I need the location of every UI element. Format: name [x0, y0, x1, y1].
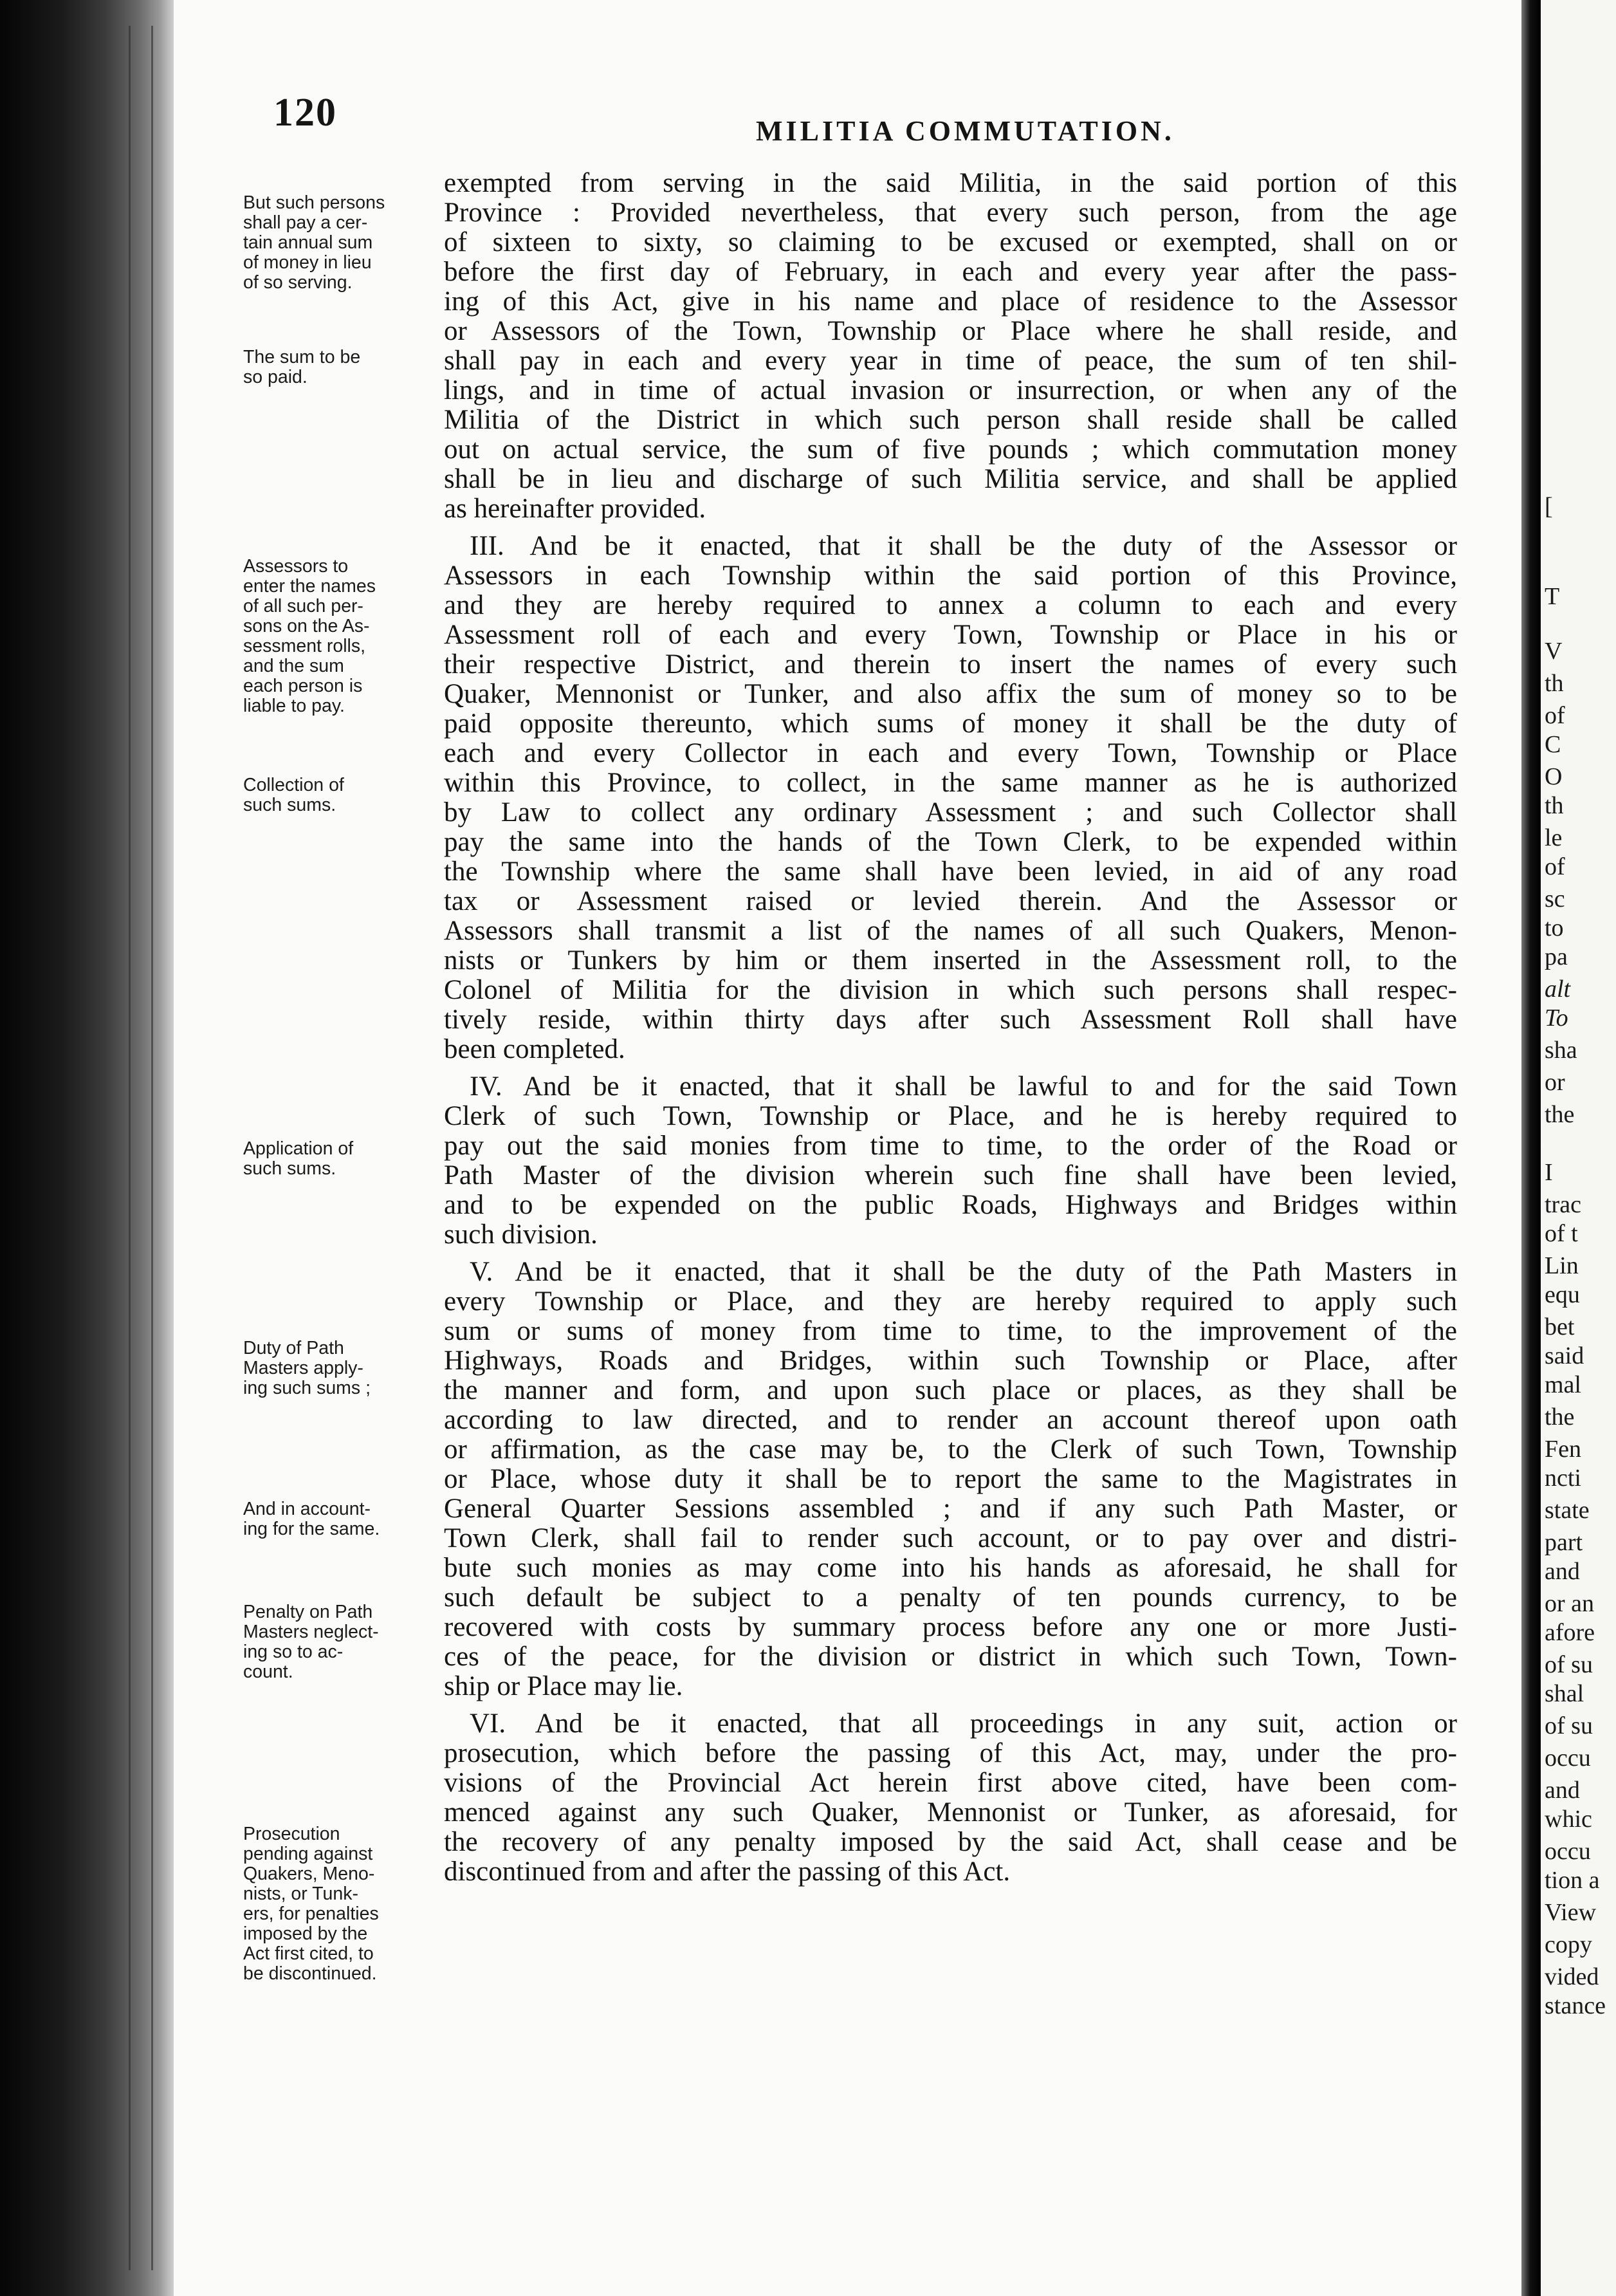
text-line: out on actual service, the sum of five pounds ; which commutation money	[444, 434, 1457, 465]
text-line: discontinued from and after the passing of this Act.	[444, 1856, 1011, 1887]
adjacent-page-fragment: bet	[1545, 1313, 1575, 1340]
adjacent-page-fragment: the	[1545, 1403, 1575, 1430]
adjacent-page-fragment: of	[1545, 853, 1565, 880]
margin-note	[243, 347, 436, 387]
margin-note-line: count.	[243, 1662, 293, 1682]
adjacent-page-fragment: copy	[1545, 1931, 1592, 1958]
text-line: Town Clerk, shall fail to render such account, or to pay over and distri-	[444, 1523, 1457, 1553]
margin-note-line: Collection of	[243, 775, 344, 795]
text-line: prosecution, which before the passing of this Act, may, under the pro-	[444, 1738, 1457, 1768]
text-line: and to be expended on the public Roads, Highways and Bridges within	[444, 1190, 1457, 1220]
text-line: menced against any such Quaker, Mennonist or Tunker, as aforesaid, for	[444, 1797, 1457, 1828]
adjacent-page-fragment: sc	[1545, 885, 1565, 912]
paragraph	[444, 532, 1457, 1064]
text-line: III. And be it enacted, that it shall be the duty of the Assessor or	[470, 531, 1457, 561]
adjacent-page-fragment: said	[1545, 1342, 1584, 1369]
text-line: shall be in lieu and discharge of such Militia service, and shall be applied	[444, 464, 1457, 494]
adjacent-page-fragment: shal	[1545, 1680, 1584, 1707]
page-header	[273, 90, 1175, 147]
text-line: IV. And be it enacted, that it shall be lawful to and for the said Town	[470, 1071, 1457, 1102]
adjacent-page-fragment: th	[1545, 670, 1564, 697]
text-line: recovered with costs by summary process before any one or more Justi-	[444, 1612, 1457, 1642]
text-line: such division.	[444, 1219, 598, 1250]
binding-edge-line	[129, 26, 131, 2270]
adjacent-page-edge	[1541, 0, 1616, 2296]
text-line: ces of the peace, for the division or district in which such Town, Town-	[444, 1642, 1457, 1672]
margin-note-line: be discontinued.	[243, 1963, 377, 1984]
paragraph	[444, 169, 1457, 524]
text-line: by Law to collect any ordinary Assessment ; and such Collector shall	[444, 797, 1457, 828]
margin-note-line: nists, or Tunk-	[243, 1884, 358, 1904]
margin-note-line: of so serving.	[243, 272, 353, 293]
text-line: the manner and form, and upon such place or places, as they shall be	[444, 1375, 1457, 1405]
margin-note-line: liable to pay.	[243, 696, 345, 716]
paragraph	[444, 1709, 1457, 1887]
margin-note-line: shall pay a cer-	[243, 212, 368, 233]
page-gutter	[1521, 0, 1541, 2296]
adjacent-page-fragment: ncti	[1545, 1465, 1581, 1492]
margin-note-line: Application of	[243, 1138, 354, 1159]
adjacent-page-fragment: afore	[1545, 1619, 1595, 1646]
margin-note-line: pending against	[243, 1844, 373, 1864]
margin-note-line: Masters neglect-	[243, 1622, 379, 1642]
adjacent-page-fragment: V	[1545, 638, 1563, 665]
adjacent-page-fragment: C	[1545, 731, 1561, 758]
text-line: shall pay in each and every year in time of peace, the sum of ten shil-	[444, 346, 1457, 376]
text-line: tax or Assessment raised or levied therein. And the Assessor or	[444, 886, 1457, 916]
adjacent-page-fragment: state	[1545, 1497, 1590, 1524]
adjacent-page-fragment: T	[1545, 583, 1560, 610]
margin-note-line: ers, for penalties	[243, 1903, 379, 1924]
margin-note-line: sessment rolls,	[243, 636, 366, 656]
adjacent-page-fragment: tion a	[1545, 1867, 1600, 1894]
margin-note-line: The sum to be	[243, 347, 361, 367]
adjacent-page-fragment: equ	[1545, 1281, 1580, 1308]
text-line: paid opposite thereunto, which sums of money it shall be the duty of	[444, 708, 1457, 739]
margin-note-line: sons on the As-	[243, 616, 370, 636]
margin-note-line: But such persons	[243, 192, 385, 213]
adjacent-page-fragment: I	[1545, 1159, 1553, 1186]
text-line: General Quarter Sessions assembled ; and if any such Path Master, or	[444, 1494, 1457, 1524]
text-line: and they are hereby required to annex a column to each and every	[444, 590, 1457, 620]
text-line: nists or Tunkers by him or them inserted in the Assessment roll, to the	[444, 945, 1457, 976]
text-line: their respective District, and therein to insert the names of every such	[444, 649, 1457, 680]
text-line: ship or Place may lie.	[444, 1671, 683, 1701]
page-number: 120	[273, 91, 337, 134]
margin-note-line: And in account-	[243, 1499, 371, 1519]
text-line: pay out the said monies from time to time, to the order of the Road or	[444, 1131, 1457, 1161]
text-line: Assessors shall transmit a list of the names of all such Quakers, Menon-	[444, 916, 1457, 946]
margin-note-line: enter the names	[243, 576, 376, 597]
adjacent-page-fragment: Lin	[1545, 1252, 1579, 1279]
adjacent-page-fragment: le	[1545, 824, 1563, 851]
binding-edge-line	[151, 26, 153, 2270]
text-line: Quaker, Mennonist or Tunker, and also affix the sum of money so to be	[444, 679, 1457, 709]
text-line: Assessment roll of each and every Town, Township or Place in his or	[444, 620, 1457, 650]
adjacent-page-fragment: To	[1545, 1004, 1568, 1032]
text-line: every Township or Place, and they are hereby required to apply such	[444, 1286, 1457, 1317]
text-line: pay the same into the hands of the Town Clerk, to be expended within	[444, 827, 1457, 857]
text-line: ing of this Act, give in his name and place of residence to the Assessor	[444, 286, 1457, 317]
margin-note-line: such sums.	[243, 795, 336, 815]
adjacent-page-fragment: O	[1545, 763, 1563, 790]
paragraph	[444, 1072, 1457, 1250]
margin-note-line: tain annual sum	[243, 232, 373, 253]
margin-note-line: ing so to ac-	[243, 1642, 344, 1662]
adjacent-page-fragment: of t	[1545, 1220, 1578, 1247]
text-line: each and every Collector in each and every Town, Township or Place	[444, 738, 1457, 768]
text-line: exempted from serving in the said Militia, in the said portion of this	[444, 168, 1457, 198]
text-line: Highways, Roads and Bridges, within such Township or Place, after	[444, 1346, 1457, 1376]
text-line: the Township where the same shall have been levied, in aid of any road	[444, 856, 1457, 887]
adjacent-page-fragment: the	[1545, 1101, 1575, 1128]
adjacent-page-fragment: sha	[1545, 1037, 1577, 1064]
adjacent-page-fragment: of	[1545, 702, 1565, 729]
text-line: Clerk of such Town, Township or Place, and he is hereby required to	[444, 1101, 1457, 1131]
adjacent-page-fragment: and	[1545, 1777, 1580, 1804]
margin-note	[243, 1602, 436, 1682]
text-line: bute such monies as may come into his hands as aforesaid, he shall for	[444, 1553, 1457, 1583]
text-line: or Place, whose duty it shall be to report the same to the Magistrates in	[444, 1464, 1457, 1494]
adjacent-page-fragment: [	[1545, 493, 1553, 520]
text-line: of sixteen to sixty, so claiming to be excused or exempted, shall on or	[444, 227, 1457, 257]
adjacent-page-fragment: to	[1545, 914, 1564, 941]
text-line: Assessors in each Township within the said portion of this Province,	[444, 560, 1457, 591]
adjacent-page-fragment: whic	[1545, 1806, 1592, 1833]
margin-note-line: so paid.	[243, 367, 308, 387]
margin-note-line: Penalty on Path	[243, 1602, 373, 1622]
text-line: Province : Provided nevertheless, that every such person, from the age	[444, 198, 1457, 228]
text-line: as hereinafter provided.	[444, 494, 706, 524]
margin-note-line: Masters apply-	[243, 1358, 363, 1378]
text-line: Militia of the District in which such person shall reside shall be called	[444, 405, 1457, 435]
text-line: within this Province, to collect, in the same manner as he is authorized	[444, 768, 1457, 798]
margin-note-line: imposed by the	[243, 1923, 368, 1944]
text-line: lings, and in time of actual invasion or insurrection, or when any of the	[444, 375, 1457, 405]
text-line: according to law directed, and to render an account thereof upon oath	[444, 1405, 1457, 1435]
paragraph	[444, 1257, 1457, 1701]
text-line: before the first day of February, in each and every year after the pass-	[444, 257, 1457, 287]
adjacent-page-fragment: th	[1545, 792, 1564, 819]
margin-note-line: ing for the same.	[243, 1519, 380, 1539]
text-line: V. And be it enacted, that it shall be the duty of the Path Masters in	[470, 1257, 1457, 1287]
text-line: visions of the Provincial Act herein first above cited, have been com-	[444, 1768, 1457, 1798]
text-line: such default be subject to a penalty of ten pounds currency, to be	[444, 1582, 1457, 1613]
book-binding-shadow	[0, 0, 174, 2296]
text-line: the recovery of any penalty imposed by the said Act, shall cease and be	[444, 1827, 1457, 1857]
adjacent-page-fragment: Fen	[1545, 1436, 1581, 1463]
margin-note-line: Prosecution	[243, 1824, 340, 1844]
adjacent-page-fragment: occu	[1545, 1745, 1591, 1772]
text-line: or affirmation, as the case may be, to the Clerk of such Town, Township	[444, 1434, 1457, 1465]
adjacent-page-fragment: mal	[1545, 1371, 1581, 1398]
text-line: sum or sums of money from time to time, to the improvement of the	[444, 1316, 1457, 1346]
statute-body	[444, 169, 1457, 2035]
adjacent-page-fragment: pa	[1545, 943, 1568, 970]
margin-note	[243, 193, 436, 293]
margin-note-line: Duty of Path	[243, 1338, 344, 1358]
margin-note-line: Quakers, Meno-	[243, 1864, 375, 1884]
adjacent-page-fragment: part	[1545, 1529, 1583, 1556]
margin-note	[243, 1499, 436, 1539]
adjacent-page-fragment: View	[1545, 1899, 1597, 1926]
adjacent-page-fragment: or an	[1545, 1590, 1595, 1617]
margin-note	[243, 775, 436, 815]
adjacent-page-fragment: alt	[1545, 976, 1571, 1003]
margin-note-line: such sums.	[243, 1158, 336, 1179]
adjacent-page-fragment: trac	[1545, 1191, 1581, 1218]
text-line: been completed.	[444, 1034, 625, 1064]
text-line: VI. And be it enacted, that all proceedings in any suit, action or	[470, 1708, 1457, 1739]
margin-note	[243, 1824, 436, 1984]
margin-note-line: each person is	[243, 676, 363, 696]
text-line: tively reside, within thirty days after such Assessment Roll shall have	[444, 1004, 1457, 1035]
margin-note-line: and the sum	[243, 656, 344, 676]
margin-note	[243, 1139, 436, 1179]
margin-note-line: of all such per-	[243, 596, 363, 616]
adjacent-page-fragment: or	[1545, 1069, 1565, 1096]
margin-note-line: ing such sums ;	[243, 1378, 371, 1398]
adjacent-page-fragment: of su	[1545, 1712, 1593, 1739]
running-head: MILITIA COMMUTATION.	[756, 115, 1175, 147]
margin-note-line: Assessors to	[243, 556, 349, 577]
margin-note-line: of money in lieu	[243, 252, 372, 273]
adjacent-page-fragment: of su	[1545, 1651, 1593, 1678]
adjacent-page-fragment: stance	[1545, 1992, 1606, 2019]
text-line: or Assessors of the Town, Township or Place where he shall reside, and	[444, 316, 1457, 346]
margin-note	[243, 1338, 436, 1398]
adjacent-page-fragment: occu	[1545, 1838, 1591, 1865]
text-line: Colonel of Militia for the division in which such persons shall respec-	[444, 975, 1457, 1005]
adjacent-page-fragment: vided	[1545, 1963, 1599, 1990]
text-line: Path Master of the division wherein such fine shall have been levied,	[444, 1160, 1457, 1190]
adjacent-page-fragment: and	[1545, 1558, 1580, 1585]
margin-note	[243, 557, 436, 716]
margin-note-line: Act first cited, to	[243, 1943, 374, 1964]
